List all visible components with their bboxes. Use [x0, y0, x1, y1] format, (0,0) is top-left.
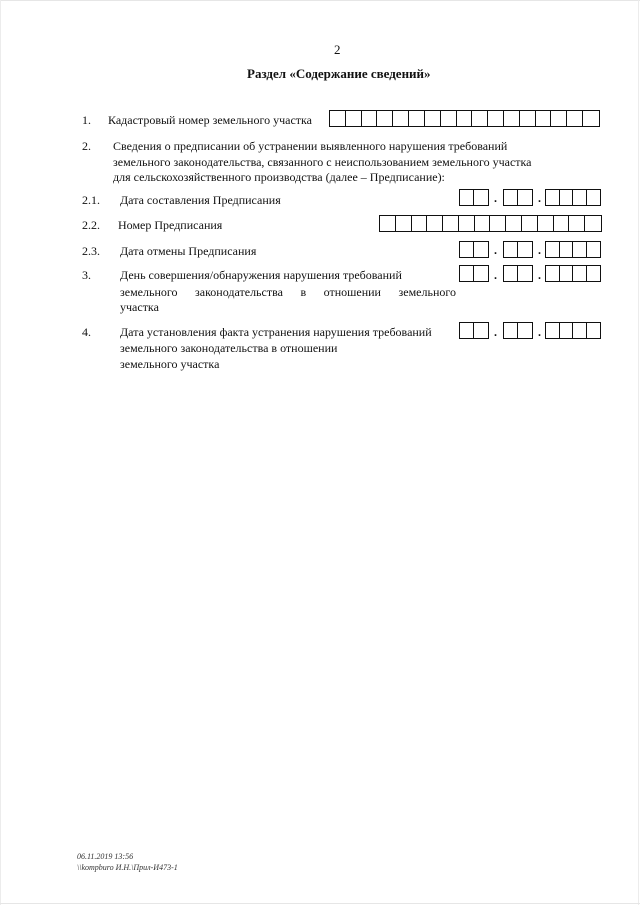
date-2-1-year-cells[interactable]: [545, 189, 601, 206]
item-2-3-number: 2.3.: [82, 244, 100, 258]
footer-timestamp: 06.11.2019 13:56: [77, 852, 134, 861]
item-4-number: 4.: [82, 325, 91, 339]
entry-cell[interactable]: [551, 111, 567, 126]
entry-cell[interactable]: [474, 323, 488, 338]
item-2-line-1: Сведения о предписании об устранении выявленного нарушения требований: [113, 139, 508, 153]
entry-cell[interactable]: [330, 111, 346, 126]
entry-cell[interactable]: [506, 216, 522, 231]
item-2-line-3: для сельскохозяйственного производства (далее – Предписание):: [113, 170, 445, 184]
date-4-separator-2: .: [538, 325, 541, 339]
entry-cell[interactable]: [560, 242, 574, 257]
item-4-line-2: земельного законодательства в отношении: [120, 341, 338, 355]
item-3-line-1: День совершения/обнаружения нарушения требований: [120, 268, 402, 282]
item-3-line-2: земельного законодательства в отношении земельного: [120, 285, 456, 299]
entry-cell[interactable]: [585, 216, 601, 231]
item-2-2-label: Номер Предписания: [118, 218, 223, 232]
entry-cell[interactable]: [504, 242, 518, 257]
footer-file-path: \\kompburo И.Н.\Прил-И473-1: [77, 863, 178, 872]
date-2-3-separator-1: .: [494, 243, 497, 257]
prescription-number-cells[interactable]: [379, 215, 602, 232]
date-4-separator-1: .: [494, 325, 497, 339]
item-2-2-number: 2.2.: [82, 218, 100, 232]
date-3-separator-2: .: [538, 268, 541, 282]
entry-cell[interactable]: [474, 266, 488, 281]
date-4-day-cells[interactable]: [459, 322, 489, 339]
entry-cell[interactable]: [536, 111, 552, 126]
entry-cell[interactable]: [573, 242, 587, 257]
entry-cell[interactable]: [393, 111, 409, 126]
entry-cell[interactable]: [583, 111, 599, 126]
entry-cell[interactable]: [560, 323, 574, 338]
entry-cell[interactable]: [488, 111, 504, 126]
entry-cell[interactable]: [587, 266, 601, 281]
scan-edge-bottom: [0, 903, 640, 904]
date-2-1-separator-2: .: [538, 191, 541, 205]
date-3-day-cells[interactable]: [459, 265, 489, 282]
entry-cell[interactable]: [520, 111, 536, 126]
scan-edge-top: [0, 0, 640, 1]
entry-cell[interactable]: [409, 111, 425, 126]
entry-cell[interactable]: [573, 323, 587, 338]
item-2-line-2: земельного законодательства, связанного с неиспользованием земельного участка: [113, 155, 532, 169]
entry-cell[interactable]: [587, 323, 601, 338]
item-2-3-label: Дата отмены Предписания: [120, 244, 257, 258]
entry-cell[interactable]: [475, 216, 491, 231]
date-3-year-cells[interactable]: [545, 265, 601, 282]
item-3-line-3: участка: [120, 300, 159, 314]
entry-cell[interactable]: [362, 111, 378, 126]
item-4-line-3: земельного участка: [120, 357, 220, 371]
entry-cell[interactable]: [546, 323, 560, 338]
entry-cell[interactable]: [443, 216, 459, 231]
cadastral-number-cells[interactable]: [329, 110, 600, 127]
entry-cell[interactable]: [472, 111, 488, 126]
date-2-3-separator-2: .: [538, 243, 541, 257]
entry-cell[interactable]: [377, 111, 393, 126]
entry-cell[interactable]: [546, 242, 560, 257]
item-1-label: Кадастровый номер земельного участка: [108, 113, 312, 127]
item-4-line-1: Дата установления факта устранения нарушения требований: [120, 325, 432, 339]
entry-cell[interactable]: [518, 266, 532, 281]
date-2-3-day-cells[interactable]: [459, 241, 489, 258]
entry-cell[interactable]: [546, 266, 560, 281]
date-3-separator-1: .: [494, 268, 497, 282]
entry-cell[interactable]: [380, 216, 396, 231]
section-title: Раздел «Содержание сведений»: [247, 66, 431, 81]
entry-cell[interactable]: [459, 216, 475, 231]
entry-cell[interactable]: [460, 323, 474, 338]
date-4-month-cells[interactable]: [503, 322, 533, 339]
entry-cell[interactable]: [560, 190, 574, 205]
item-1-number: 1.: [82, 113, 91, 127]
item-2-number: 2.: [82, 139, 91, 153]
entry-cell[interactable]: [460, 242, 474, 257]
date-4-year-cells[interactable]: [545, 322, 601, 339]
entry-cell[interactable]: [569, 216, 585, 231]
date-3-month-cells[interactable]: [503, 265, 533, 282]
date-2-1-month-cells[interactable]: [503, 189, 533, 206]
entry-cell[interactable]: [457, 111, 473, 126]
entry-cell[interactable]: [518, 323, 532, 338]
entry-cell[interactable]: [518, 242, 532, 257]
item-2-1-label: Дата составления Предписания: [120, 193, 281, 207]
entry-cell[interactable]: [573, 190, 587, 205]
entry-cell[interactable]: [504, 266, 518, 281]
entry-cell[interactable]: [441, 111, 457, 126]
scan-edge-right: [638, 0, 639, 905]
date-2-3-year-cells[interactable]: [545, 241, 601, 258]
entry-cell[interactable]: [460, 190, 474, 205]
entry-cell[interactable]: [460, 266, 474, 281]
entry-cell[interactable]: [560, 266, 574, 281]
entry-cell[interactable]: [504, 111, 520, 126]
item-3-number: 3.: [82, 268, 91, 282]
entry-cell[interactable]: [587, 242, 601, 257]
entry-cell[interactable]: [474, 242, 488, 257]
entry-cell[interactable]: [490, 216, 506, 231]
entry-cell[interactable]: [573, 266, 587, 281]
entry-cell[interactable]: [546, 190, 560, 205]
entry-cell[interactable]: [412, 216, 428, 231]
date-2-1-separator-1: .: [494, 191, 497, 205]
page-number: 2: [334, 42, 341, 57]
entry-cell[interactable]: [504, 190, 518, 205]
scan-edge-left: [0, 0, 1, 905]
entry-cell[interactable]: [554, 216, 570, 231]
entry-cell[interactable]: [346, 111, 362, 126]
entry-cell[interactable]: [474, 190, 488, 205]
entry-cell[interactable]: [538, 216, 554, 231]
entry-cell[interactable]: [425, 111, 441, 126]
entry-cell[interactable]: [587, 190, 601, 205]
entry-cell[interactable]: [567, 111, 583, 126]
date-2-3-month-cells[interactable]: [503, 241, 533, 258]
date-2-1-day-cells[interactable]: [459, 189, 489, 206]
entry-cell[interactable]: [522, 216, 538, 231]
entry-cell[interactable]: [396, 216, 412, 231]
entry-cell[interactable]: [427, 216, 443, 231]
entry-cell[interactable]: [504, 323, 518, 338]
entry-cell[interactable]: [518, 190, 532, 205]
item-2-1-number: 2.1.: [82, 193, 100, 207]
